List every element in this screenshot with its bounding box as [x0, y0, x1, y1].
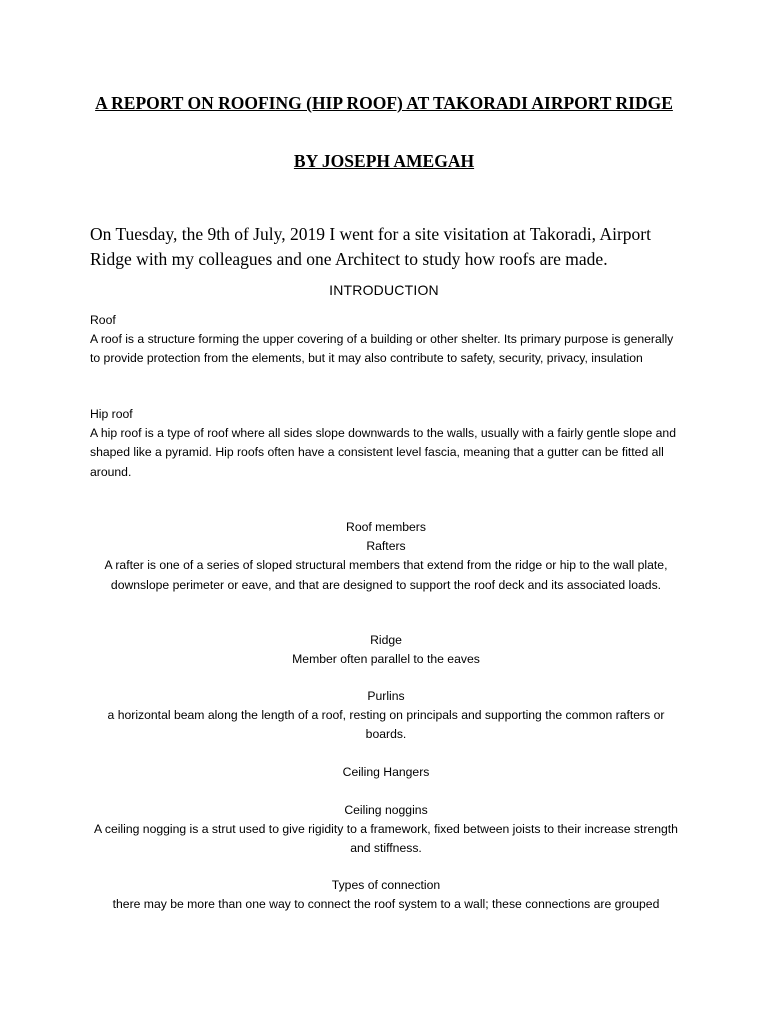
ceiling-hangers-heading: Ceiling Hangers	[342, 765, 430, 779]
roof-section	[90, 311, 682, 369]
ceiling-noggins-text: A ceiling nogging is a strut used to give rigidity to a framework, fixed between joists to their increase strength and stiffness.	[94, 822, 678, 856]
roof-members-heading: Roof members	[346, 520, 426, 534]
types-of-connection-heading: Types of connection	[331, 878, 441, 892]
ridge-heading: Ridge	[370, 633, 402, 647]
rafters-heading: Rafters	[366, 539, 406, 554]
report-byline: BY JOSEPH AMEGAH	[293, 151, 475, 171]
ceiling-noggins-heading: Ceiling noggins	[344, 803, 428, 817]
ridge-text: Member often parallel to the eaves	[292, 652, 480, 667]
hip-roof-text: A hip roof is a type of roof where all sides slope downwards to the walls, usually with a fairly gentle slope and shaped like a pyramid. Hip roofs often have a consistent level fascia, meaning that a gutter can be fitted all around.	[90, 426, 676, 479]
types-of-connection-text: there may be more than one way to connect the roof system to a wall; these connections are grouped	[112, 897, 660, 912]
purlins-heading: Purlins	[367, 689, 405, 703]
purlins-section	[90, 687, 682, 745]
hip-roof-heading: Hip roof	[90, 407, 133, 421]
purlins-text: a horizontal beam along the length of a roof, resting on principals and supporting the common rafters or boards.	[107, 708, 665, 742]
ceiling-noggins-section	[90, 801, 682, 859]
ridge-section	[90, 631, 682, 669]
types-of-connection-section	[90, 876, 682, 914]
hip-roof-section	[90, 405, 682, 482]
ceiling-hangers-section	[90, 763, 682, 782]
rafters-text: A rafter is one of a series of sloped structural members that extend from the ridge or hip to the wall plate, downslope perimeter or eave, and that are designed to support the roof deck and its associated loads.	[104, 558, 668, 592]
report-title: A REPORT ON ROOFING (HIP ROOF) AT TAKORADI AIRPORT RIDGE	[95, 93, 673, 113]
intro-paragraph: On Tuesday, the 9th of July, 2019 I went for a site visitation at Takoradi, Airport Ridge with my colleagues and one Architect to study how roofs are made.	[90, 224, 651, 269]
roof-heading: Roof	[90, 313, 116, 327]
roof-text: A roof is a structure forming the upper covering of a building or other shelter. Its primary purpose is generally to provide protection from the elements, but it may also contribute to safety, security, privacy, insulation	[90, 332, 674, 366]
roof-members-section	[90, 518, 682, 595]
introduction-heading: INTRODUCTION	[329, 282, 439, 298]
